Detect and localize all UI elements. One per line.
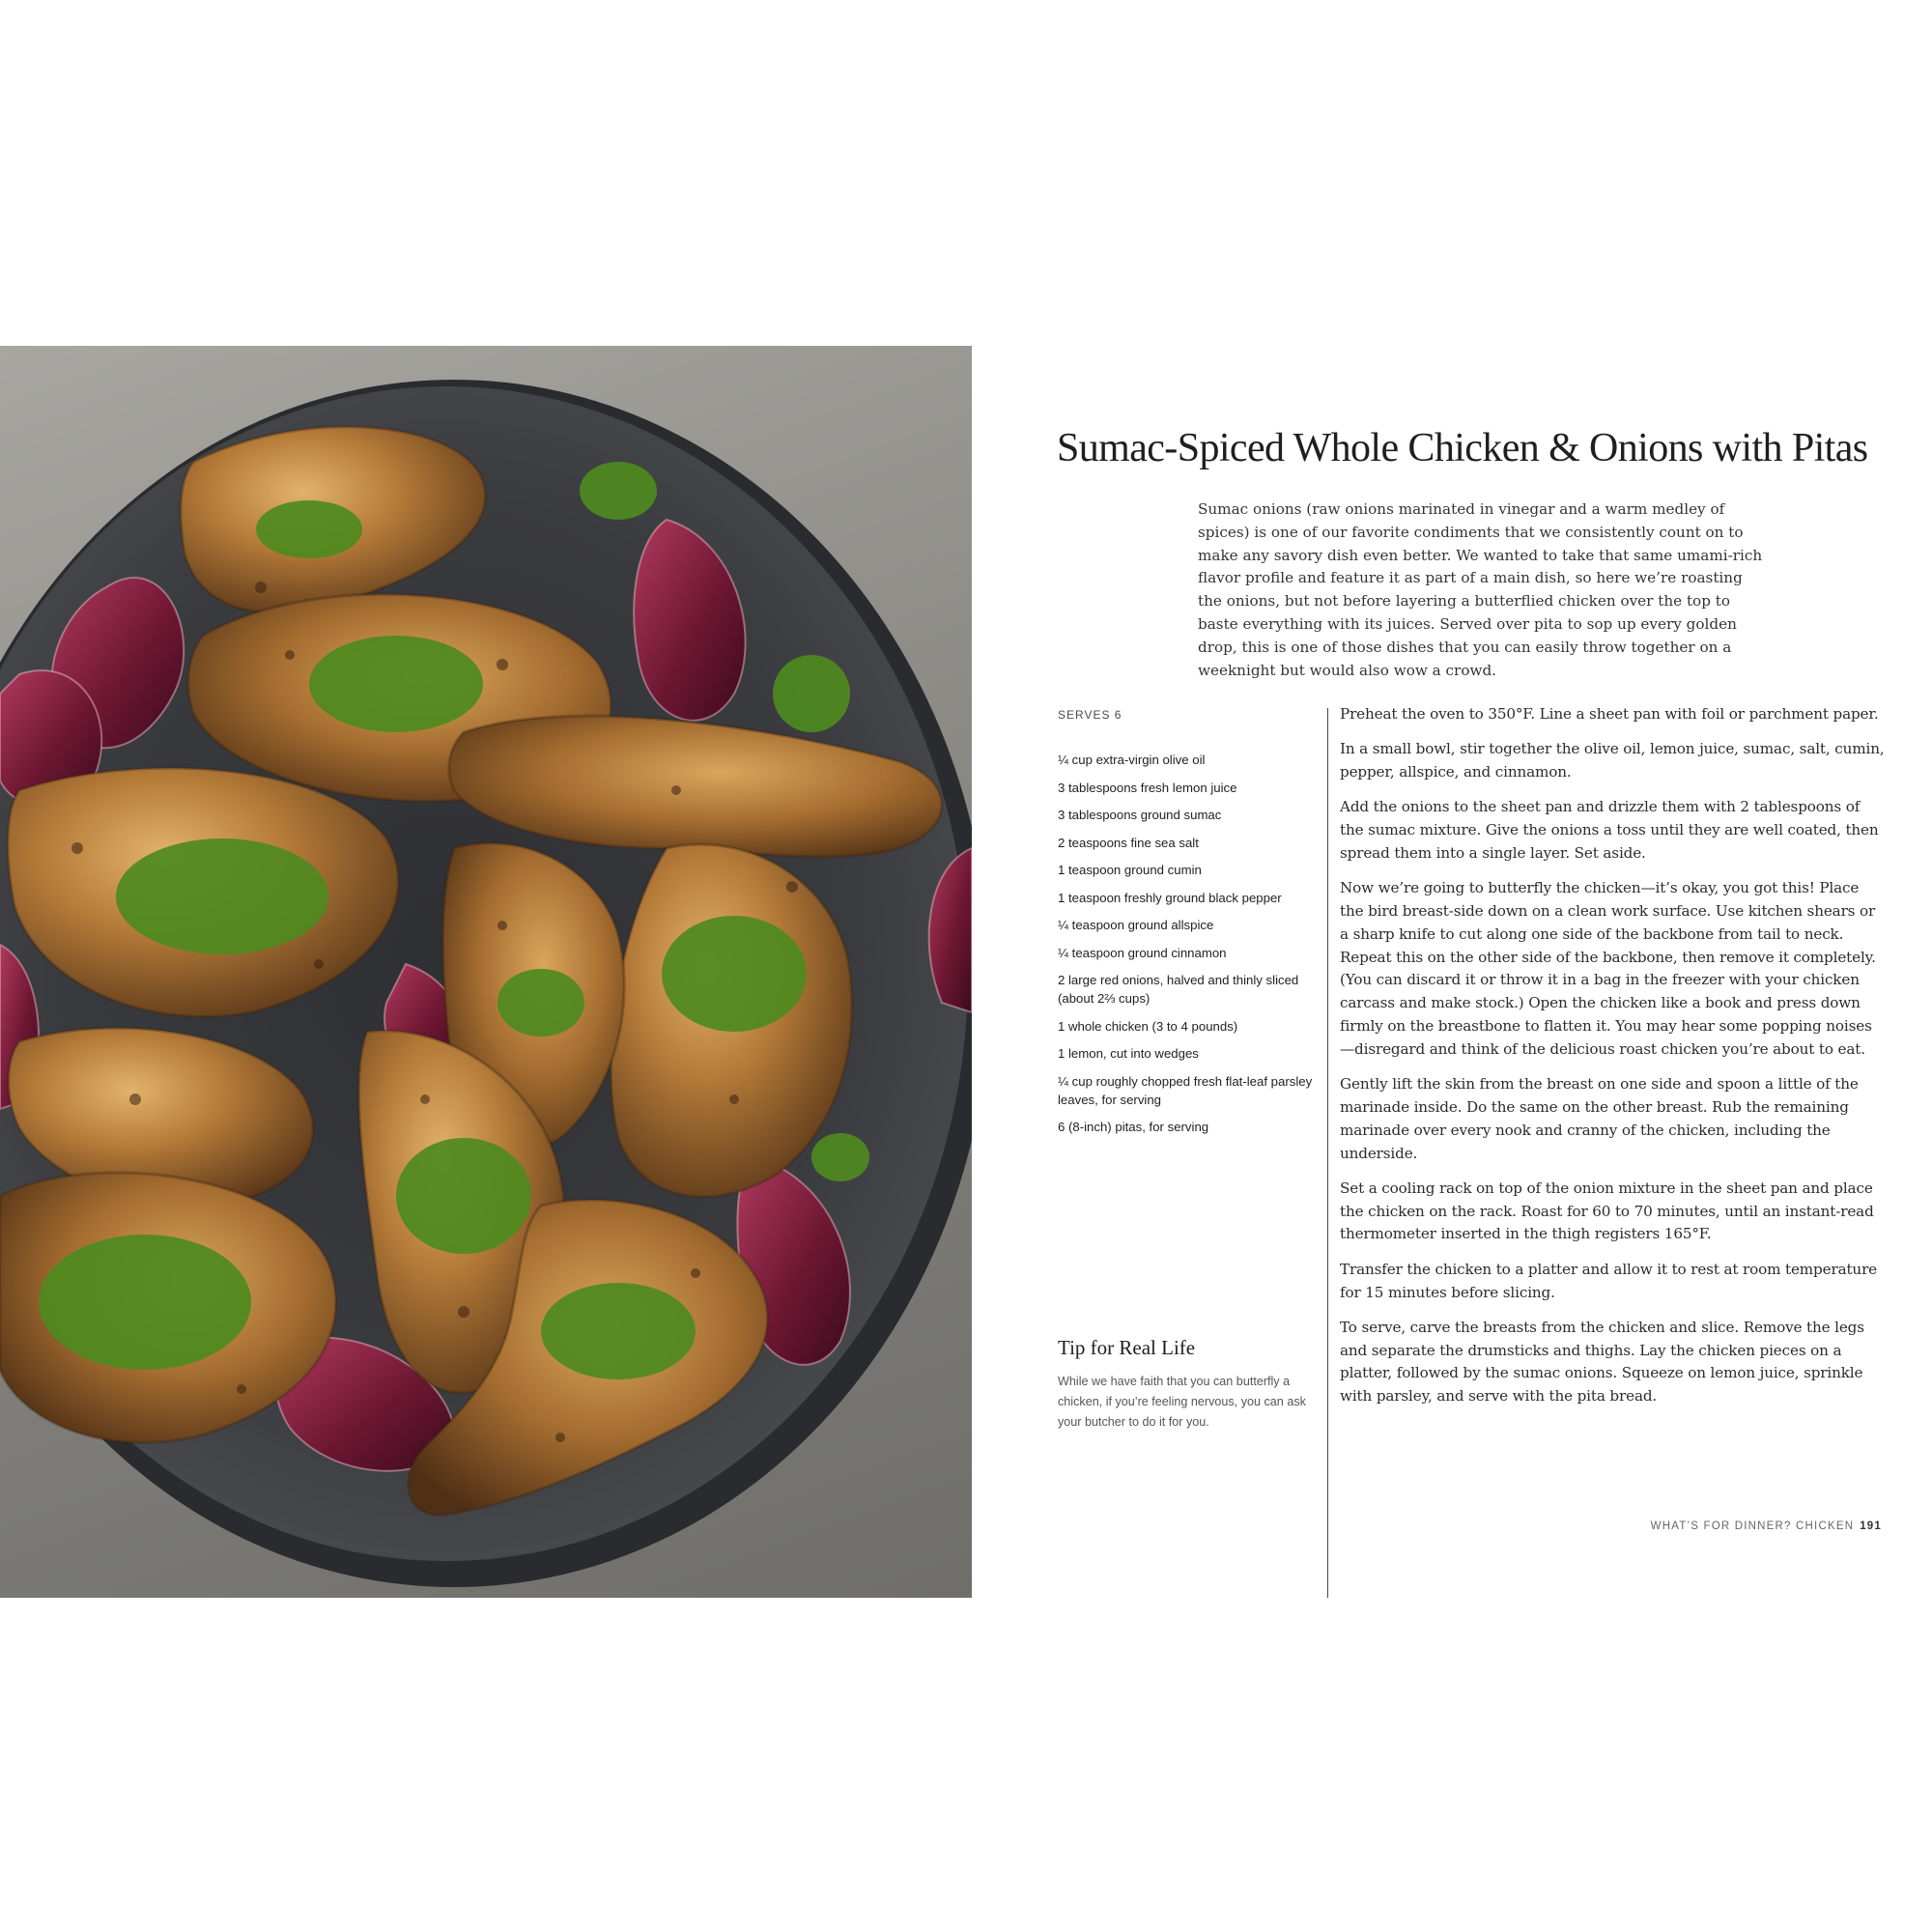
method-step: Gently lift the skin from the breast on one side and spoon a little of the marinade inside. Do the same on the other breast. Rub the remaining marinade over every nook and cranny of the chicken, including the underside. xyxy=(1340,1075,1859,1162)
column-divider xyxy=(1327,708,1328,1598)
ingredient-item: 3 tablespoons fresh lemon juice xyxy=(1058,780,1237,795)
ingredient-item: ¼ teaspoon ground cinnamon xyxy=(1058,945,1227,960)
ingredient-list xyxy=(1058,751,1317,1146)
ingredient-item: 1 whole chicken (3 to 4 pounds) xyxy=(1058,1018,1238,1034)
ingredient-item: 1 lemon, cut into wedges xyxy=(1058,1046,1199,1061)
method-step: Add the onions to the sheet pan and drizzle them with 2 tablespoons of the sumac mixture. Give the onions a toss until they are well coated, then spread them into a single layer. Set aside. xyxy=(1340,798,1879,862)
ingredient-item: 6 (8-inch) pitas, for serving xyxy=(1058,1120,1209,1134)
method-step: Preheat the oven to 350°F. Line a sheet pan with foil or parchment paper. xyxy=(1340,705,1879,723)
recipe-photo xyxy=(0,346,972,1598)
serves-label: SERVES 6 xyxy=(1058,708,1122,722)
ingredient-item: 2 teaspoons fine sea salt xyxy=(1058,835,1199,850)
running-footer xyxy=(1651,1520,1882,1532)
tip-heading: Tip for Real Life xyxy=(1058,1336,1196,1359)
method-step: Now we’re going to butterfly the chicken—it’s okay, you got this! Place the bird breast-side down on a clean work surface. Use kitchen shears or a sharp knife to cut along one side of the backbone from tail to neck. Repeat this on the other side of the backbone, then remove it completely. (You can discard it or throw it in a bag in the freezer with your chicken carcass and make stock.) Open the chicken like a book and press down firmly on the breastbone to flatten it. You may hear some popping noises—disregard and think of the delicious roast chicken you’re about to eat. xyxy=(1340,879,1876,1058)
method-step: Transfer the chicken to a platter and allow it to rest at room temperature for 15 minutes before slicing. xyxy=(1340,1260,1878,1301)
recipe-title: Sumac-Spiced Whole Chicken & Onions with Pitas xyxy=(1057,426,1868,470)
recipe-intro: Sumac onions (raw onions marinated in vinegar and a warm medley of spices) is one of our favorite condiments that we consistently count on to make any savory dish even better. We wanted to take that same umami-rich flavor profile and feature it as part of a main dish, so here we’re roasting the onions, but not before layering a butterflied chicken over the top to baste everything with its juices. Served over pita to sop up every golden drop, this is one of those dishes that you can easily throw together on a weeknight but would also wow a crowd. xyxy=(1198,500,1763,679)
page-number: 191 xyxy=(1860,1520,1882,1532)
ingredient-item: 1 teaspoon ground cumin xyxy=(1058,863,1202,877)
ingredient-item: 1 teaspoon freshly ground black pepper xyxy=(1058,890,1282,905)
ingredient-item: ¼ teaspoon ground allspice xyxy=(1058,918,1214,932)
ingredient-item: ¼ cup extra-virgin olive oil xyxy=(1058,753,1206,767)
ingredient-item: 2 large red onions, halved and thinly sliced (about 2⅔ cups) xyxy=(1058,973,1299,1006)
chicken-platter-illustration xyxy=(0,346,972,1598)
method-steps xyxy=(1340,703,1886,1421)
ingredient-item: ¼ cup roughly chopped fresh flat-leaf parsley leaves, for serving xyxy=(1058,1073,1313,1107)
method-step: In a small bowl, stir together the olive oil, lemon juice, sumac, salt, cumin, pepper, allspice, and cinnamon. xyxy=(1340,740,1885,781)
ingredient-item: 3 tablespoons ground sumac xyxy=(1058,808,1222,822)
tip-body: While we have faith that you can butterfly a chicken, if you’re feeling nervous, you can ask your butcher to do it for you. xyxy=(1058,1375,1306,1429)
method-step: To serve, carve the breasts from the chicken and slice. Remove the legs and separate the drumsticks and thighs. Lay the chicken pieces on a platter, followed by the sumac onions. Squeeze on lemon juice, sprinkle with parsley, and serve with the pita bread. xyxy=(1340,1318,1864,1406)
method-step: Set a cooling rack on top of the onion mixture in the sheet pan and place the chicken on the rack. Roast for 60 to 70 minutes, until an instant-read thermometer inserted in the thigh registers 165°F. xyxy=(1340,1179,1874,1243)
footer-section-label: WHAT’S FOR DINNER? CHICKEN xyxy=(1650,1520,1855,1532)
